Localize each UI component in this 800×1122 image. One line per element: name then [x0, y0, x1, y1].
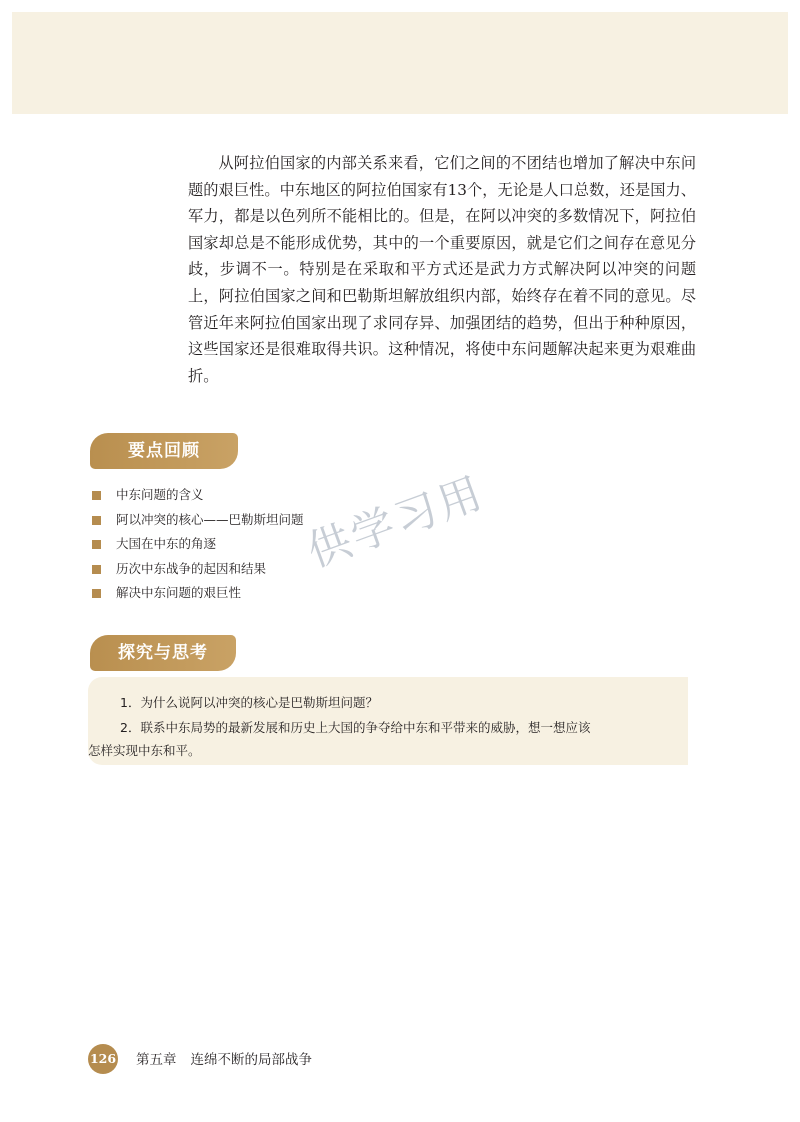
watermark: 供学习用 — [301, 467, 492, 578]
review-section-title: 要点回顾 — [90, 433, 238, 469]
explore-section-title: 探究与思考 — [90, 635, 236, 671]
square-bullet-icon — [92, 540, 101, 549]
chapter-title — [136, 1048, 312, 1068]
review-list — [92, 486, 304, 609]
question-2-line-2: 怎样实现中东和平。 — [88, 743, 201, 758]
list-item: 解决中东问题的艰巨性 — [92, 584, 304, 609]
header-band — [12, 12, 788, 114]
explore-box — [88, 677, 688, 765]
square-bullet-icon — [92, 516, 101, 525]
list-item: 中东问题的含义 — [92, 486, 304, 511]
square-bullet-icon — [92, 565, 101, 574]
list-item: 历次中东战争的起因和结果 — [92, 560, 304, 585]
chapter-name: 连绵不断的局部战争 — [190, 1052, 312, 1068]
square-bullet-icon — [92, 491, 101, 500]
question-2 — [88, 716, 680, 762]
chapter-label: 第五章 — [136, 1052, 177, 1068]
page-number: 126 — [88, 1044, 118, 1074]
question-2-line-1: 2．联系中东局势的最新发展和历史上大国的争夺给中东和平带来的威胁，想一想应该 — [120, 720, 591, 735]
list-item: 阿以冲突的核心——巴勒斯坦问题 — [92, 511, 304, 536]
square-bullet-icon — [92, 589, 101, 598]
question-1: 1．为什么说阿以冲突的核心是巴勒斯坦问题？ — [120, 695, 378, 710]
list-item: 大国在中东的角逐 — [92, 535, 304, 560]
body-paragraph: 从阿拉伯国家的内部关系来看，它们之间的不团结也增加了解决中东问题的艰巨性。中东地区的阿拉伯国家有13个，无论是人口总数，还是国力、军力，都是以色列所不能相比的。但是，在阿以冲突的多数情况下，阿拉伯国家却总是不能形成优势，其中的一个重要原因，就是它们之间存在意见分歧，步调不一。特别是在采取和平方式还是武力方式解决阿以冲突的问题上，阿拉伯国家之间和巴勒斯坦解放组织内部，始终存在着不同的意见。尽管近年来阿拉伯国家出现了求同存异、加强团结的趋势，但出于种种原因，这些国家还是很难取得共识。这种情况，将使中东问题解决起来更为艰难曲折。 — [188, 154, 696, 385]
body-text — [188, 150, 696, 389]
